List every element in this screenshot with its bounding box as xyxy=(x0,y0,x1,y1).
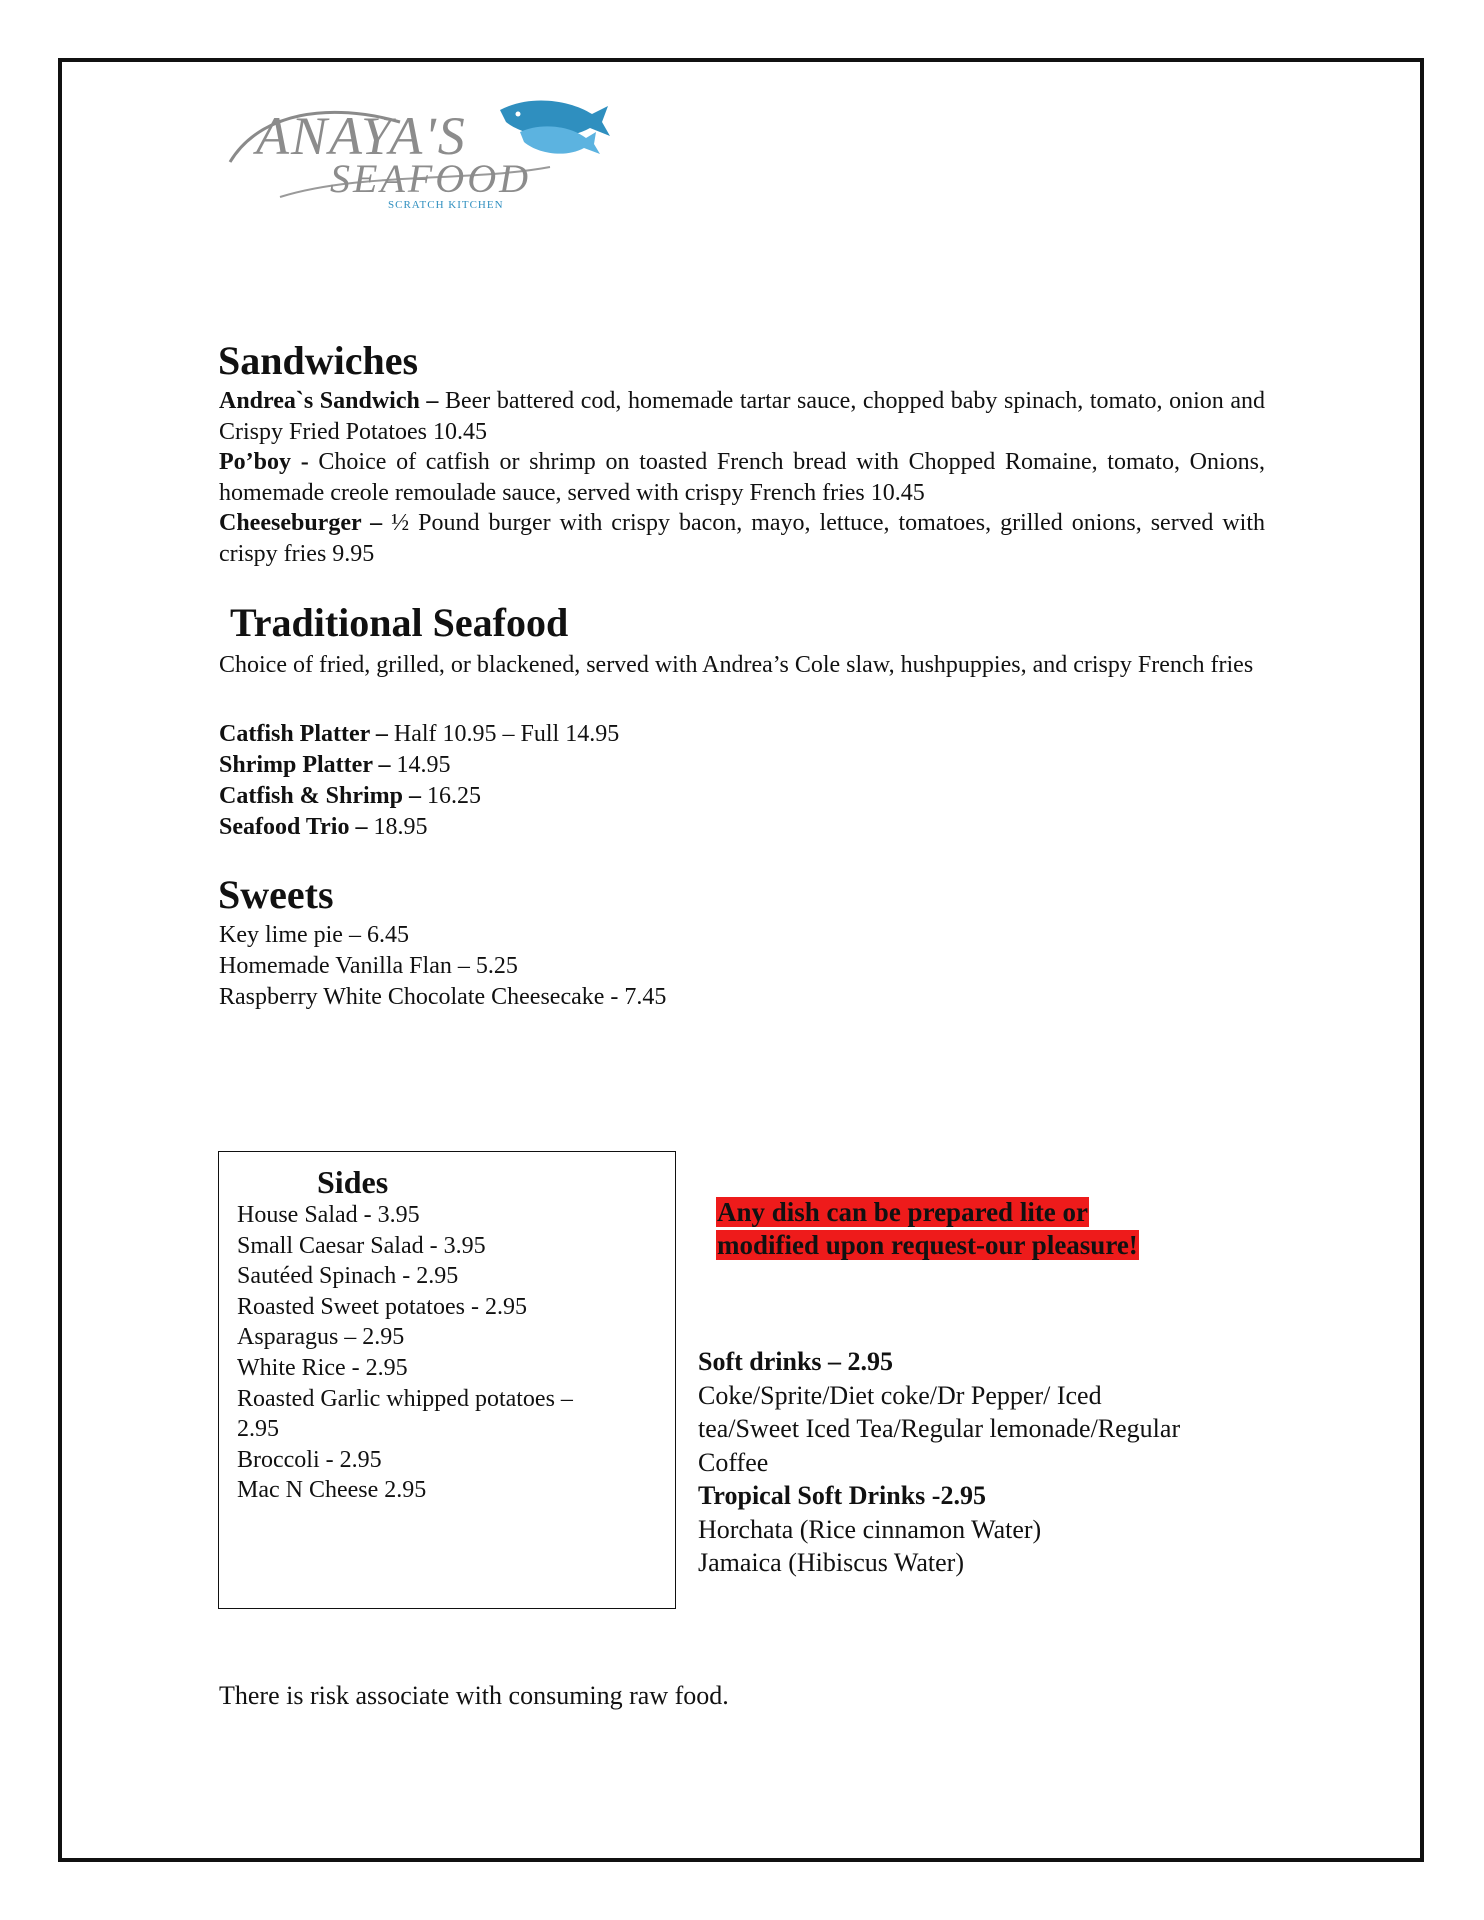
tropical-drinks-heading: Tropical Soft Drinks -2.95 xyxy=(698,1481,986,1510)
list-item: White Rice - 2.95 xyxy=(237,1354,408,1381)
menu-item-vanilla-flan: Homemade Vanilla Flan – 5.25 xyxy=(219,953,518,979)
sandwiches-heading: Sandwiches xyxy=(218,338,419,383)
drinks-section xyxy=(698,1345,1258,1580)
menu-item-cheesecake: Raspberry White Chocolate Cheesecake - 7.45 xyxy=(219,984,667,1010)
soft-drinks-heading: Soft drinks – 2.95 xyxy=(698,1347,894,1376)
tropical-drink-item: Jamaica (Hibiscus Water) xyxy=(698,1548,964,1577)
logo-wordmark-bottom: SEAFOOD xyxy=(330,156,531,201)
list-item: Broccoli - 2.95 xyxy=(237,1446,382,1473)
fish-icon xyxy=(500,100,610,154)
notice-line-2: modified upon request-our pleasure! xyxy=(717,1230,1138,1260)
list-item: Small Caesar Salad - 3.95 xyxy=(237,1232,486,1259)
sides-list xyxy=(237,1200,657,1506)
menu-item-catfish-shrimp: Catfish & Shrimp – 16.25 xyxy=(219,783,482,809)
soft-drinks-line: Coke/Sprite/Diet coke/Dr Pepper/ Iced xyxy=(698,1380,1102,1410)
menu-item-cheeseburger xyxy=(219,508,1265,570)
tropical-drink-item: Horchata (Rice cinnamon Water) xyxy=(698,1514,1042,1544)
list-item: Roasted Sweet potatoes - 2.95 xyxy=(237,1293,527,1320)
menu-item-shrimp-platter: Shrimp Platter – 14.95 xyxy=(219,752,451,778)
restaurant-logo xyxy=(220,92,610,212)
menu-item-key-lime-pie: Key lime pie – 6.45 xyxy=(219,922,409,948)
item-description: Choice of catfish or shrimp on toasted French bread with Chopped Romaine, tomato, Onions, homemade creole remoulade sauce, served with crispy French fries 10.45 xyxy=(219,449,1266,506)
sides-heading: Sides xyxy=(317,1164,389,1200)
traditional-intro: Choice of fried, grilled, or blackened, served with Andrea’s Cole slaw, hushpuppies, and crispy French fries xyxy=(219,652,1254,678)
list-item: Sautéed Spinach - 2.95 xyxy=(237,1263,459,1290)
raw-food-warning: There is risk associate with consuming raw food. xyxy=(219,1681,729,1710)
menu-item-catfish-platter: Catfish Platter – Half 10.95 – Full 14.95 xyxy=(219,721,620,747)
logo-wordmark-top: ANAYA'S xyxy=(256,106,467,166)
item-name: Andrea`s Sandwich – xyxy=(219,388,439,414)
item-name: Po’boy - xyxy=(219,449,309,475)
sides-box xyxy=(218,1151,676,1609)
list-item: 2.95 xyxy=(237,1416,279,1443)
menu-item-andreas-sandwich xyxy=(219,386,1265,448)
menu-item-poboy xyxy=(219,447,1265,509)
logo-tagline: SCRATCH KITCHEN xyxy=(388,199,504,211)
soft-drinks-line: Coffee xyxy=(698,1447,769,1477)
item-description: ½ Pound burger with crispy bacon, mayo, lettuce, tomatoes, grilled onions, served with crispy fries 9.95 xyxy=(219,510,1265,567)
modification-notice xyxy=(716,1196,1139,1262)
list-item: Asparagus – 2.95 xyxy=(237,1324,405,1351)
list-item: House Salad - 3.95 xyxy=(237,1202,420,1228)
item-description: Beer battered cod, homemade tartar sauce, chopped baby spinach, tomato, onion and Crispy Fried Potatoes 10.45 xyxy=(219,388,1265,445)
list-item: Roasted Garlic whipped potatoes – xyxy=(237,1385,573,1412)
traditional-seafood-heading: Traditional Seafood xyxy=(230,600,569,645)
notice-line-1: Any dish can be prepared lite or xyxy=(717,1197,1089,1227)
menu-item-seafood-trio: Seafood Trio – 18.95 xyxy=(219,814,428,840)
list-item: Mac N Cheese 2.95 xyxy=(237,1477,427,1504)
item-name: Cheeseburger – xyxy=(219,510,383,536)
soft-drinks-line: tea/Sweet Iced Tea/Regular lemonade/Regular xyxy=(698,1414,1181,1443)
sweets-heading: Sweets xyxy=(218,872,334,917)
